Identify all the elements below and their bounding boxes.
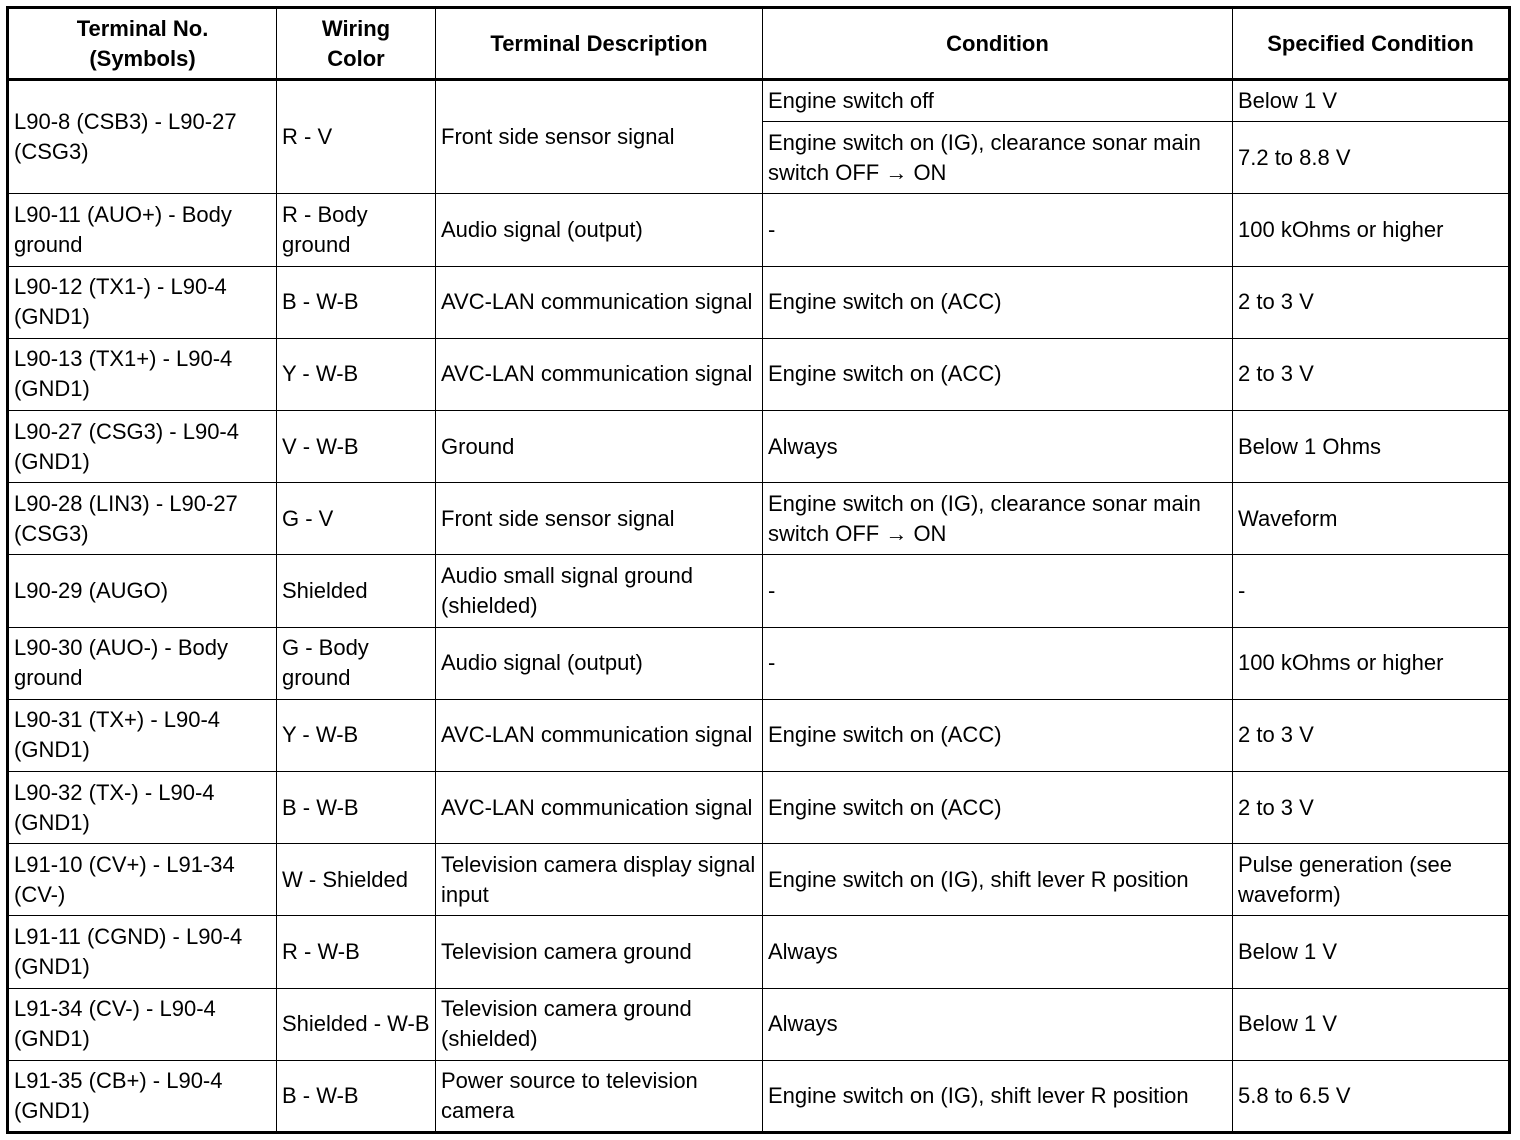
cell-specified: - xyxy=(1233,555,1510,627)
cell-condition: Engine switch on (ACC) xyxy=(763,266,1233,338)
table-row xyxy=(8,844,1510,916)
cell-terminal: L90-13 (TX1+) - L90-4 (GND1) xyxy=(8,338,277,410)
cell-terminal: L90-12 (TX1-) - L90-4 (GND1) xyxy=(8,266,277,338)
header-wiring-line2: Color xyxy=(327,45,385,71)
header-wiring xyxy=(277,8,436,80)
cell-condition: - xyxy=(763,627,1233,699)
cell-terminal: L90-11 (AUO+) - Body ground xyxy=(8,194,277,266)
cell-description: AVC-LAN communication signal xyxy=(436,771,763,843)
cell-terminal: L90-32 (TX-) - L90-4 (GND1) xyxy=(8,771,277,843)
cell-wiring: V - W-B xyxy=(277,410,436,482)
cell-wiring: B - W-B xyxy=(277,266,436,338)
cell-description: Audio signal (output) xyxy=(436,627,763,699)
cell-description: Ground xyxy=(436,410,763,482)
cell-description: Television camera ground (shielded) xyxy=(436,988,763,1060)
header-terminal-line1: Terminal No. xyxy=(76,15,209,41)
header-terminal-line2: (Symbols) xyxy=(89,45,196,71)
cell-specified: Below 1 V xyxy=(1233,80,1510,122)
table-row xyxy=(8,266,1510,338)
cell-specified: Below 1 V xyxy=(1233,988,1510,1060)
cell-condition: Always xyxy=(763,988,1233,1060)
cell-specified: Below 1 V xyxy=(1233,916,1510,988)
header-wiring-line1: Wiring xyxy=(321,15,391,41)
cell-terminal: L91-10 (CV+) - L91-34 (CV-) xyxy=(8,844,277,916)
cell-condition: Engine switch on (ACC) xyxy=(763,338,1233,410)
cell-description: AVC-LAN communication signal xyxy=(436,699,763,771)
table-row xyxy=(8,1060,1510,1132)
cell-terminal: L90-31 (TX+) - L90-4 (GND1) xyxy=(8,699,277,771)
cell-condition: Engine switch on (IG), clearance sonar main switch OFF → ON xyxy=(763,122,1233,194)
cell-terminal: L91-11 (CGND) - L90-4 (GND1) xyxy=(8,916,277,988)
table-row xyxy=(8,699,1510,771)
cell-terminal: L91-34 (CV-) - L90-4 (GND1) xyxy=(8,988,277,1060)
cell-wiring: B - W-B xyxy=(277,1060,436,1132)
cell-specified: Waveform xyxy=(1233,483,1510,555)
cell-wiring: B - W-B xyxy=(277,771,436,843)
cell-wiring: Y - W-B xyxy=(277,699,436,771)
header-description: Terminal Description xyxy=(436,8,763,80)
cell-condition: Engine switch on (IG), shift lever R position xyxy=(763,844,1233,916)
cell-description: Front side sensor signal xyxy=(436,483,763,555)
cell-specified: 100 kOhms or higher xyxy=(1233,194,1510,266)
cell-wiring: G - V xyxy=(277,483,436,555)
cell-wiring: Shielded xyxy=(277,555,436,627)
header-specified: Specified Condition xyxy=(1233,8,1510,80)
cell-specified: 2 to 3 V xyxy=(1233,771,1510,843)
cell-condition: - xyxy=(763,194,1233,266)
cell-wiring: Shielded - W-B xyxy=(277,988,436,1060)
table-row xyxy=(8,916,1510,988)
cell-description: AVC-LAN communication signal xyxy=(436,266,763,338)
cell-wiring: Y - W-B xyxy=(277,338,436,410)
cell-description: Audio signal (output) xyxy=(436,194,763,266)
table-row xyxy=(8,555,1510,627)
cell-description: Television camera display signal input xyxy=(436,844,763,916)
cell-condition: Engine switch on (IG), shift lever R position xyxy=(763,1060,1233,1132)
table-row xyxy=(8,338,1510,410)
table-row xyxy=(8,627,1510,699)
table-row xyxy=(8,483,1510,555)
cell-terminal: L90-28 (LIN3) - L90-27 (CSG3) xyxy=(8,483,277,555)
cell-terminal: L91-35 (CB+) - L90-4 (GND1) xyxy=(8,1060,277,1132)
table-row xyxy=(8,410,1510,482)
cell-description: Audio small signal ground (shielded) xyxy=(436,555,763,627)
cell-condition: Engine switch on (ACC) xyxy=(763,699,1233,771)
table-row xyxy=(8,80,1510,122)
cell-description: Television camera ground xyxy=(436,916,763,988)
cell-specified: 2 to 3 V xyxy=(1233,266,1510,338)
cell-specified: Pulse generation (see waveform) xyxy=(1233,844,1510,916)
cell-specified: 2 to 3 V xyxy=(1233,699,1510,771)
cell-condition: - xyxy=(763,555,1233,627)
cell-description: Power source to television camera xyxy=(436,1060,763,1132)
cell-terminal: L90-8 (CSB3) - L90-27 (CSG3) xyxy=(8,80,277,194)
cell-wiring: G - Body ground xyxy=(277,627,436,699)
header-terminal xyxy=(8,8,277,80)
cell-wiring: R - V xyxy=(277,80,436,194)
header-condition: Condition xyxy=(763,8,1233,80)
table-row xyxy=(8,194,1510,266)
cell-condition: Always xyxy=(763,916,1233,988)
cell-specified: 100 kOhms or higher xyxy=(1233,627,1510,699)
cell-wiring: R - W-B xyxy=(277,916,436,988)
cell-condition: Engine switch on (ACC) xyxy=(763,771,1233,843)
cell-description: Front side sensor signal xyxy=(436,80,763,194)
table-row xyxy=(8,988,1510,1060)
terminal-spec-table xyxy=(6,6,1511,1134)
cell-terminal: L90-29 (AUGO) xyxy=(8,555,277,627)
cell-specified: 5.8 to 6.5 V xyxy=(1233,1060,1510,1132)
cell-terminal: L90-27 (CSG3) - L90-4 (GND1) xyxy=(8,410,277,482)
cell-condition: Engine switch off xyxy=(763,80,1233,122)
table-row xyxy=(8,771,1510,843)
cell-wiring: W - Shielded xyxy=(277,844,436,916)
cell-specified: 7.2 to 8.8 V xyxy=(1233,122,1510,194)
cell-wiring: R - Body ground xyxy=(277,194,436,266)
cell-terminal: L90-30 (AUO-) - Body ground xyxy=(8,627,277,699)
header-row xyxy=(8,8,1510,80)
cell-description: AVC-LAN communication signal xyxy=(436,338,763,410)
cell-specified: 2 to 3 V xyxy=(1233,338,1510,410)
cell-condition: Always xyxy=(763,410,1233,482)
cell-specified: Below 1 Ohms xyxy=(1233,410,1510,482)
cell-condition: Engine switch on (IG), clearance sonar main switch OFF → ON xyxy=(763,483,1233,555)
